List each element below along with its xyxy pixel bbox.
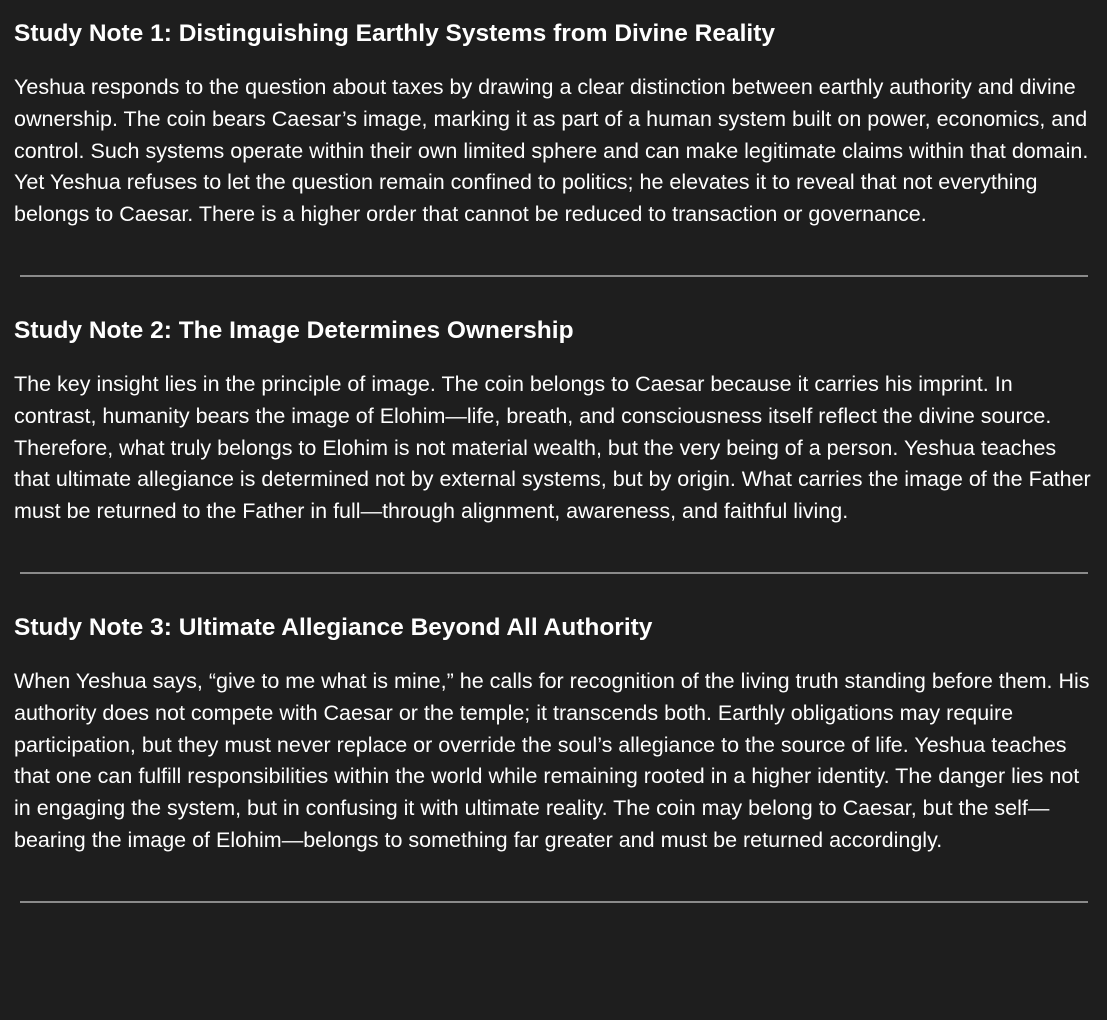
note-body: When Yeshua says, “give to me what is mine,” he calls for recognition of the living truth standing before them. His authority does not compete with Caesar or the temple; it transcends both. Earthly obligations may require participation, but they must never replace or override the soul’s allegiance to the source of life. Yeshua teaches that one can fulfill responsibilities within the world while remaining rooted in a higher identity. The danger lies not in engaging the system, but in confusing it with ultimate reality. The coin may belong to Caesar, but the self—bearing the image of Elohim—belongs to something far greater and must be returned accordingly. [14,668,1090,852]
note-title: Study Note 2: The Image Determines Ownership [14,316,574,344]
note-body: The key insight lies in the principle of image. The coin belongs to Caesar because it carries his imprint. In contrast, humanity bears the image of Elohim—life, breath, and consciousness itself reflect the divine source. Therefore, what truly belongs to Elohim is not material wealth, but the very being of a person. Yeshua teaches that ultimate allegiance is determined not by external systems, but by origin. What carries the image of the Father must be returned to the Father in full—through alignment, awareness, and faithful living. [14,371,1091,524]
section-divider [20,901,1088,903]
note-body: Yeshua responds to the question about taxes by drawing a clear distinction between earthly authority and divine ownership. The coin bears Caesar’s image, marking it as part of a human system built on power, economics, and control. Such systems operate within their own limited sphere and can make legitimate claims within that domain. Yet Yeshua refuses to let the question remain confined to politics; he elevates it to reveal that not everything belongs to Caesar. There is a higher order that cannot be reduced to transaction or governance. [14,75,1089,227]
study-note-2 [14,313,1093,574]
section-divider [20,572,1088,574]
section-divider [20,275,1088,277]
study-note-3 [14,610,1093,903]
note-title: Study Note 1: Distinguishing Earthly Systems from Divine Reality [14,20,776,47]
study-note-1 [14,16,1093,277]
note-title: Study Note 3: Ultimate Allegiance Beyond All Authority [14,613,653,641]
